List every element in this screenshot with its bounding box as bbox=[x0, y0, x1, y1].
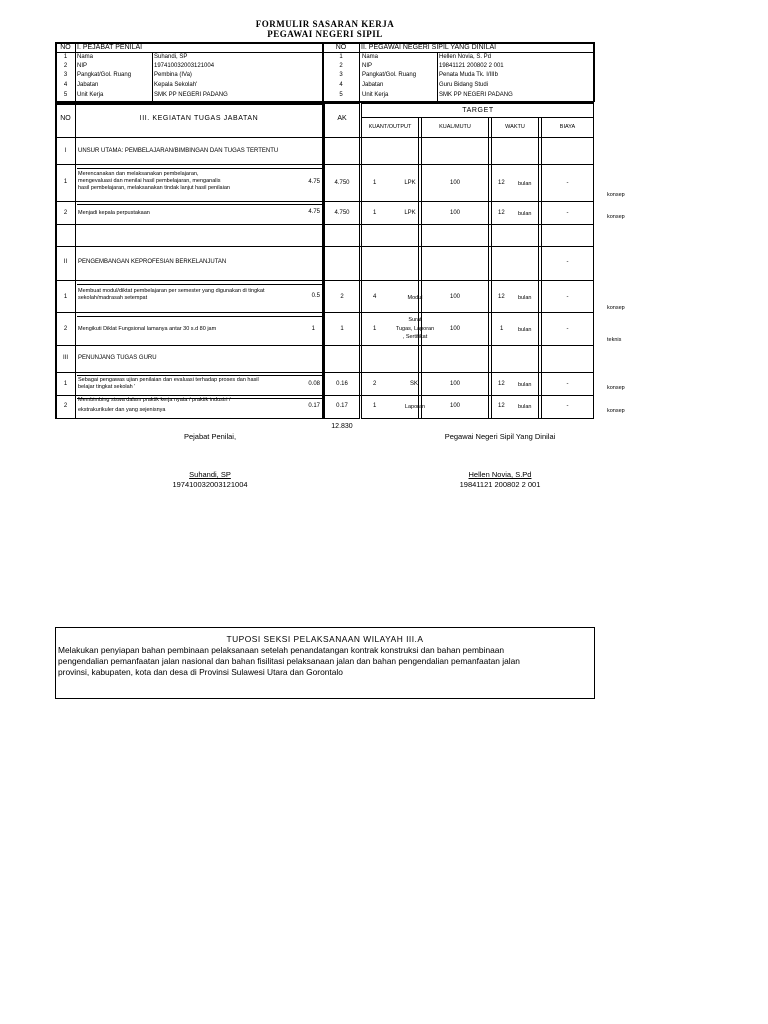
pegawai-row-label: NIP bbox=[362, 63, 373, 69]
right-signer-name: Hellen Novia, S.Pd bbox=[468, 470, 532, 479]
task-ak: 4.750 bbox=[334, 180, 350, 186]
task-desc: Menjadi kepala perpustakaan bbox=[78, 210, 150, 216]
task-no: 1 bbox=[63, 179, 68, 185]
left-signer-name: Suhandi, SP bbox=[189, 470, 231, 479]
right-signer-nip: 19841121 200802 2 001 bbox=[459, 480, 541, 489]
task-waktu-num: 12 bbox=[498, 381, 505, 387]
pejabat-row-label: NIP bbox=[77, 63, 88, 69]
task-ak: 1 bbox=[340, 326, 344, 332]
pegawai-row-no: 2 bbox=[339, 63, 343, 69]
task-kuant-unit: LPK bbox=[404, 180, 416, 186]
task-desc: hasil pembelajaran, melaksanakan tindak lanjut hasil penilaian bbox=[78, 185, 230, 191]
task-kuant-num: 1 bbox=[373, 326, 377, 332]
tuposi-box bbox=[55, 627, 595, 699]
task-kual: 100 bbox=[449, 403, 460, 409]
col-kual-header: KUAL/MUTU bbox=[439, 124, 471, 130]
task-waktu-unit: bulan bbox=[518, 382, 532, 388]
pejabat-row-value: 197410032003121004 bbox=[154, 63, 215, 69]
left-signer-nip: 197410032003121004 bbox=[172, 480, 248, 489]
task-desc: ekstrakurikuler dan yang sejenisnya bbox=[78, 407, 166, 413]
task-no: 2 bbox=[63, 403, 68, 409]
pegawai-row-value: Hellen Novia, S. Pd bbox=[439, 54, 492, 60]
task-waktu-unit: bulan bbox=[518, 211, 532, 217]
task-waktu-num: 12 bbox=[498, 294, 505, 300]
task-kuant-num: 1 bbox=[373, 403, 377, 409]
task-desc: mengevaluasi dan menilai hasil pembelajaran, menganalis bbox=[78, 178, 221, 184]
pegawai-row-label: Nama bbox=[362, 54, 379, 60]
pejabat-row-label: Jabatan bbox=[77, 82, 99, 88]
task-kuant-unit: Modul bbox=[407, 295, 423, 301]
left-signer-role: Pejabat Penilai, bbox=[183, 432, 237, 441]
task-kuant-unit: , Sertifikat bbox=[402, 334, 428, 340]
task-note: konsep bbox=[607, 385, 625, 391]
pegawai-row-value: 19841121 200802 2 001 bbox=[439, 63, 504, 69]
task-desc: belajar tingkat sekolah ' bbox=[78, 384, 136, 390]
pejabat-row-label: Unit Kerja bbox=[77, 92, 104, 98]
task-kual: 100 bbox=[449, 180, 460, 186]
tuposi-line: provinsi, kabupaten, kota dan desa di Provinsi Sulawesi Utara dan Gorontalo bbox=[58, 667, 343, 677]
right-signer-role: Pegawai Negeri Sipil Yang Dinilai bbox=[444, 432, 556, 441]
task-no: 2 bbox=[63, 326, 68, 332]
section-title: UNSUR UTAMA: PEMBELAJARAN/BIMBINGAN DAN TUGAS TERTENTU bbox=[78, 148, 279, 154]
task-kuant-unit: SK bbox=[409, 381, 418, 387]
pegawai-row-no: 3 bbox=[339, 72, 343, 78]
task-kual: 100 bbox=[449, 381, 460, 387]
form-title: FORMULIR SASARAN KERJA bbox=[255, 19, 395, 29]
pejabat-row-no: 4 bbox=[63, 82, 68, 88]
col-waktu-header: WAKTU bbox=[505, 124, 525, 130]
task-biaya: - bbox=[566, 403, 569, 409]
tuposi-body bbox=[56, 645, 594, 678]
pejabat-row-no: 2 bbox=[63, 63, 68, 69]
task-kuant-num: 1 bbox=[373, 210, 377, 216]
task-kuant-num: 2 bbox=[373, 381, 377, 387]
task-kuant-num: 4 bbox=[373, 294, 377, 300]
task-no: 1 bbox=[63, 294, 68, 300]
task-ak-unit: 4.75 bbox=[308, 209, 320, 215]
task-ak-unit: 0.5 bbox=[311, 293, 320, 299]
pegawai-no-header: NO bbox=[335, 44, 347, 51]
task-desc: Membimbing siswa dalam praktik kerja nyata / praktik industri / bbox=[78, 397, 231, 403]
task-kuant-unit: Surat bbox=[408, 317, 422, 323]
pegawai-row-value: SMK PP NEGERI PADANG bbox=[439, 92, 513, 98]
tuposi-line: pengendalian pemanfaatan jalan nasional dan bahan fisilitasi pelaksanaan jalan dan bahan pengendalian pemanfaatan jalan bbox=[58, 656, 520, 666]
task-waktu-unit: bulan bbox=[518, 181, 532, 187]
task-biaya: - bbox=[566, 326, 569, 332]
task-desc: Sebagai pengawas ujian penilaian dan evaluasi terhadap proses dan hasil bbox=[78, 377, 259, 383]
pejabat-row-no: 5 bbox=[63, 92, 68, 98]
task-waktu-num: 1 bbox=[500, 326, 504, 332]
task-waktu-num: 12 bbox=[498, 180, 505, 186]
task-ak: 4.750 bbox=[334, 210, 350, 216]
section-biaya: - bbox=[566, 259, 569, 265]
pejabat-row-value: Pembina (IVa) bbox=[154, 72, 192, 78]
task-waktu-num: 12 bbox=[498, 210, 505, 216]
pegawai-row-no: 4 bbox=[339, 82, 343, 88]
task-desc: Membuat modul/diktat pembelajaran per semester yang digunakan di tingkat bbox=[78, 288, 265, 294]
task-kuant-unit: LPK bbox=[404, 210, 416, 216]
pejabat-row-value: SMK PP NEGERI PADANG bbox=[154, 92, 228, 98]
task-ak: 2 bbox=[340, 294, 344, 300]
pejabat-row-value: Suhandi, SP bbox=[154, 54, 188, 60]
col-target-header: TARGET bbox=[462, 107, 494, 114]
pegawai-row-no: 1 bbox=[339, 54, 343, 60]
task-no: 1 bbox=[63, 381, 68, 387]
task-ak-unit: 1 bbox=[311, 326, 315, 332]
pejabat-row-value: Kepala Sekolah' bbox=[154, 82, 198, 88]
task-biaya: - bbox=[566, 294, 569, 300]
task-desc: Merencanakan dan melaksanakan pembelajaran, bbox=[78, 171, 199, 177]
task-kuant-unit: Tugas, Laporan bbox=[395, 326, 435, 332]
pegawai-row-no: 5 bbox=[339, 92, 343, 98]
task-kual: 100 bbox=[449, 210, 460, 216]
task-ak: 0.17 bbox=[336, 403, 348, 409]
task-ak-unit: 0.08 bbox=[308, 381, 320, 387]
section-title: PENGEMBANGAN KEPROFESIAN BERKELANJUTAN bbox=[78, 259, 227, 265]
task-note: teknis bbox=[607, 337, 622, 343]
tuposi-title: TUPOSI SEKSI PELAKSANAAN WILAYAH III.A bbox=[226, 634, 424, 644]
pegawai-row-label: Unit Kerja bbox=[362, 92, 389, 98]
task-waktu-unit: bulan bbox=[518, 327, 532, 333]
col-kegiatan-header: III. KEGIATAN TUGAS JABATAN bbox=[139, 115, 259, 122]
section-no: III bbox=[62, 355, 68, 361]
pejabat-row-no: 1 bbox=[63, 54, 68, 60]
task-biaya: - bbox=[566, 210, 569, 216]
task-ak-unit: 0.17 bbox=[308, 403, 320, 409]
task-no: 2 bbox=[63, 210, 68, 216]
task-biaya: - bbox=[566, 381, 569, 387]
pejabat-row-label: Pangkat/Gol. Ruang bbox=[77, 72, 132, 78]
pejabat-section-label: I. PEJABAT PENILAI bbox=[77, 44, 143, 51]
section-title: PENUNJANG TUGAS GURU bbox=[78, 355, 157, 361]
pejabat-no-header: NO bbox=[60, 44, 71, 51]
pegawai-section-label: II. PEGAWAI NEGERI SIPIL YANG DINILAI bbox=[361, 44, 497, 51]
task-waktu-unit: bulan bbox=[518, 404, 532, 410]
pejabat-row-label: Nama bbox=[77, 54, 94, 60]
task-note: konsep bbox=[607, 214, 625, 220]
task-ak: 0.16 bbox=[336, 381, 348, 387]
task-kuant-num: 1 bbox=[373, 180, 377, 186]
task-note: konsep bbox=[607, 305, 625, 311]
col-ak-header: AK bbox=[337, 115, 347, 122]
section-no: II bbox=[63, 259, 68, 265]
task-note: konsep bbox=[607, 408, 625, 414]
task-biaya: - bbox=[566, 180, 569, 186]
task-desc: sekolah/madrasah setempat bbox=[78, 295, 148, 301]
task-waktu-unit: bulan bbox=[518, 295, 532, 301]
pegawai-row-value: Guru Bidang Studi bbox=[439, 82, 489, 88]
pejabat-row-no: 3 bbox=[63, 72, 68, 78]
task-note: konsep bbox=[607, 192, 625, 198]
task-kual: 100 bbox=[449, 326, 460, 332]
col-kuant-header: KUANT/OUTPUT bbox=[368, 124, 412, 130]
col-biaya-header: BIAYA bbox=[559, 124, 576, 130]
form-subtitle: PEGAWAI NEGERI SIPIL bbox=[267, 29, 383, 39]
section-no: I bbox=[64, 148, 67, 154]
pegawai-row-value: Penata Muda Tk. I/IIIb bbox=[439, 72, 498, 78]
task-kuant-unit: Laporan bbox=[404, 404, 426, 410]
col-no-header: NO bbox=[60, 115, 71, 122]
tuposi-line: Melakukan penyiapan bahan pembinaan pelaksanaan setelah penandatangan kontrak konstruksi dan bahan pembinaan bbox=[58, 645, 505, 655]
task-ak-unit: 4.75 bbox=[308, 179, 320, 185]
pegawai-row-label: Jabatan bbox=[362, 82, 384, 88]
pegawai-row-label: Pangkat/Gol. Ruang bbox=[362, 72, 417, 78]
total-ak: 12.830 bbox=[331, 423, 353, 430]
task-kual: 100 bbox=[449, 294, 460, 300]
task-desc: Mengikuti Diklat Fungsional lamanya antar 30 s.d 80 jam bbox=[78, 326, 217, 332]
task-waktu-num: 12 bbox=[498, 403, 505, 409]
